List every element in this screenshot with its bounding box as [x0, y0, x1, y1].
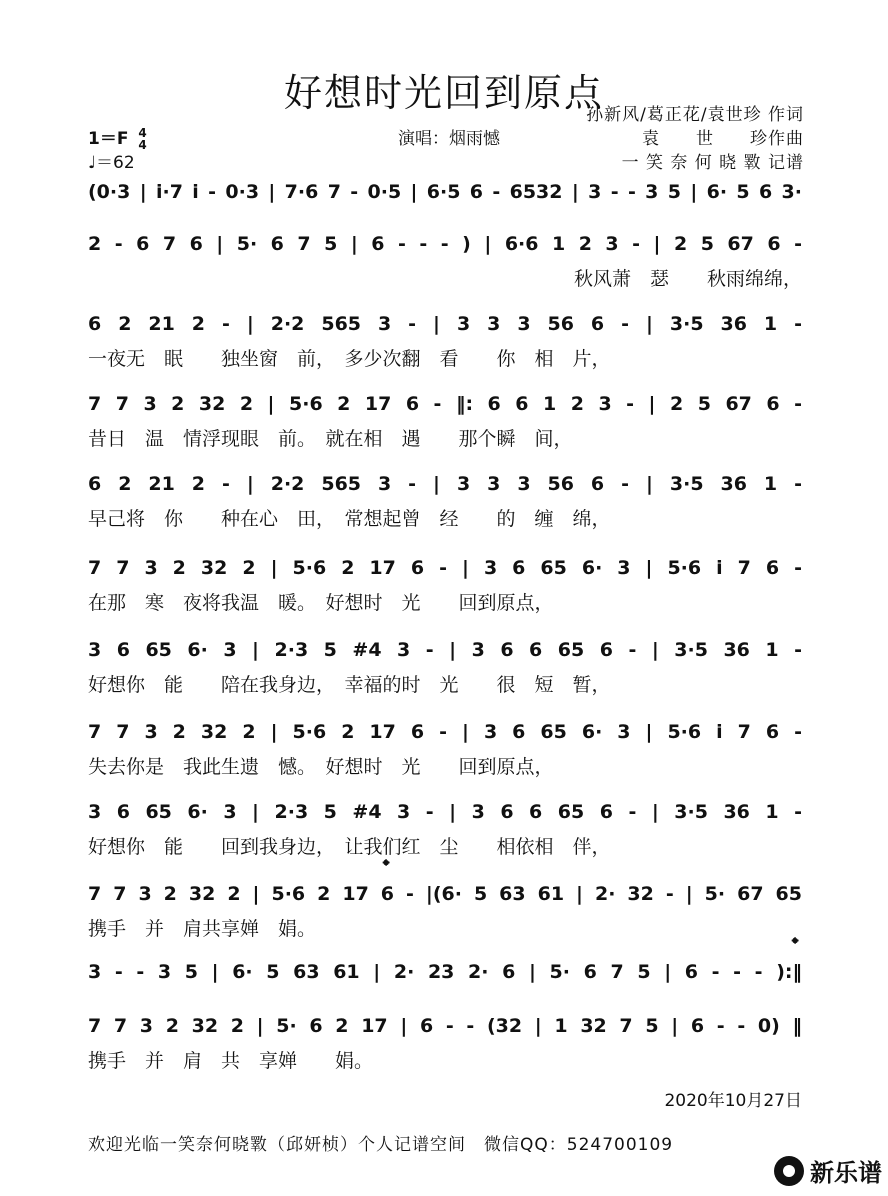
notes: 7 7 3 2 32 2 | 5·6 2 17 6 - | 3 6 65 6· 3 | 5·6 i 7 6 - — [88, 721, 802, 743]
notes: 3 6 65 6· 3 | 2·3 5 #4 3 - | 3 6 6 65 6 - | 3·5 36 1 - — [88, 639, 802, 661]
time-signature — [138, 127, 146, 151]
lyrics-line: 一夜无 眠 独坐窗 前， 多少次翻 看 你 相 片， — [88, 348, 611, 370]
lyrics-line: 在那 寒 夜将我温 暖。 好想时 光 回到原点， — [88, 592, 554, 614]
system-1 — [88, 174, 802, 210]
notation-line — [88, 876, 802, 912]
notation-line — [88, 954, 802, 990]
lyrics-line: 好想你 能 回到我身边， 让我们红 尘 相依相 伴， — [88, 836, 611, 858]
lyrics-line: 携手 并 肩共享婵 娟。 — [88, 918, 317, 940]
lyricist: 孙新风/葛正花/袁世珍 作词 — [586, 105, 804, 125]
coda-sign-icon: 𝄌 — [383, 856, 390, 877]
notes: 6 2 21 2 - | 2·2 565 3 - | 3 3 3 56 6 - | 3·5 36 1 - — [88, 473, 802, 495]
notation-line — [88, 306, 802, 342]
notation-line — [88, 466, 802, 502]
notation-line — [88, 632, 802, 668]
notes: 7 7 3 2 32 2 | 5·6 2 17 6 - | 3 6 65 6· 3 | 5·6 i 7 6 - — [88, 557, 802, 579]
record-disc-icon — [774, 1156, 804, 1186]
notation-line — [88, 226, 802, 262]
lyrics-line: 昔日 温 情浮现眼 前。 就在相 遇 那个瞬 间， — [88, 428, 573, 450]
logo-text: 新乐谱 — [810, 1159, 882, 1187]
notation-line — [88, 1008, 802, 1044]
lyrics-line: 携手 并 肩 共 享婵 娟。 — [88, 1050, 374, 1072]
time-sig-bottom: 4 — [138, 138, 147, 152]
page-title: 好想时光回到原点 — [283, 71, 604, 115]
notation-line — [88, 174, 802, 210]
system-12 — [88, 1008, 802, 1044]
notation-line — [88, 550, 802, 586]
notation-line — [88, 714, 802, 750]
notes: 2 - 6 7 6 | 5· 6 7 5 | 6 - - - ) | 6·6 1 2 3 - | 2 5 67 6 - — [88, 233, 802, 255]
system-3 — [88, 306, 802, 342]
system-8 — [88, 714, 802, 750]
date: 2020年10月27日 — [664, 1091, 802, 1111]
notes: 7 7 3 2 32 2 | 5·6 2 17 6 - |(6· 5 63 61 | 2· 32 - | 5· 67 65 — [88, 883, 802, 905]
notation-line — [88, 794, 802, 830]
system-7 — [88, 632, 802, 668]
system-5 — [88, 466, 802, 502]
composer: 袁 世 珍作曲 — [642, 129, 804, 149]
system-4 — [88, 386, 802, 422]
lyrics-line: 失去你是 我此生遗 憾。 好想时 光 回到原点， — [88, 756, 554, 778]
notes: (0·3 | i·7 i - 0·3 | 7·6 7 - 0·5 | 6·5 6 - 6532 | 3 - - 3 5 | 6· 5 6 3· — [88, 181, 802, 203]
system-6 — [88, 550, 802, 586]
system-10 — [88, 876, 802, 912]
notes: 3 - - 3 5 | 6· 5 63 61 | 2· 23 2· 6 | 5· 6 7 5 | 6 - - - ):‖ — [88, 961, 802, 983]
notes: 6 2 21 2 - | 2·2 565 3 - | 3 3 3 56 6 - | 3·5 36 1 - — [88, 313, 802, 335]
site-logo[interactable] — [774, 1153, 882, 1188]
tempo: ♩＝62 — [88, 153, 135, 173]
lyrics-line: 早己将 你 种在心 田， 常想起曾 经 的 缠 绵， — [88, 508, 611, 530]
footer-text: 欢迎光临一笑奈何晓斁（邱妍桢）个人记谱空间 微信QQ：524700109 — [88, 1135, 674, 1155]
system-9 — [88, 794, 802, 830]
notes: 3 6 65 6· 3 | 2·3 5 #4 3 - | 3 6 6 65 6 - | 3·5 36 1 - — [88, 801, 802, 823]
lyrics-line: 好想你 能 陪在我身边， 幸福的时 光 很 短 暂， — [88, 674, 611, 696]
lyrics-line: 秋风萧 瑟 秋雨绵绵， — [573, 268, 802, 290]
singer: 演唱：烟雨憾 — [398, 129, 500, 149]
system-11 — [88, 954, 802, 990]
notation-line — [88, 386, 802, 422]
notes: 7 7 3 2 32 2 | 5· 6 2 17 | 6 - - (32 | 1 32 7 5 | 6 - - 0) ‖ — [88, 1015, 802, 1037]
coda-sign-icon: 𝄌 — [792, 934, 799, 955]
notes: 7 7 3 2 32 2 | 5·6 2 17 6 - ‖: 6 6 1 2 3 - | 2 5 67 6 - — [88, 393, 802, 415]
transcriber: 一 笑 奈 何 晓 斁 记谱 — [621, 153, 804, 173]
key-label: 1＝F — [88, 129, 129, 149]
key-signature — [88, 124, 147, 151]
system-2 — [88, 226, 802, 262]
time-sig-top: 4 — [138, 126, 147, 140]
